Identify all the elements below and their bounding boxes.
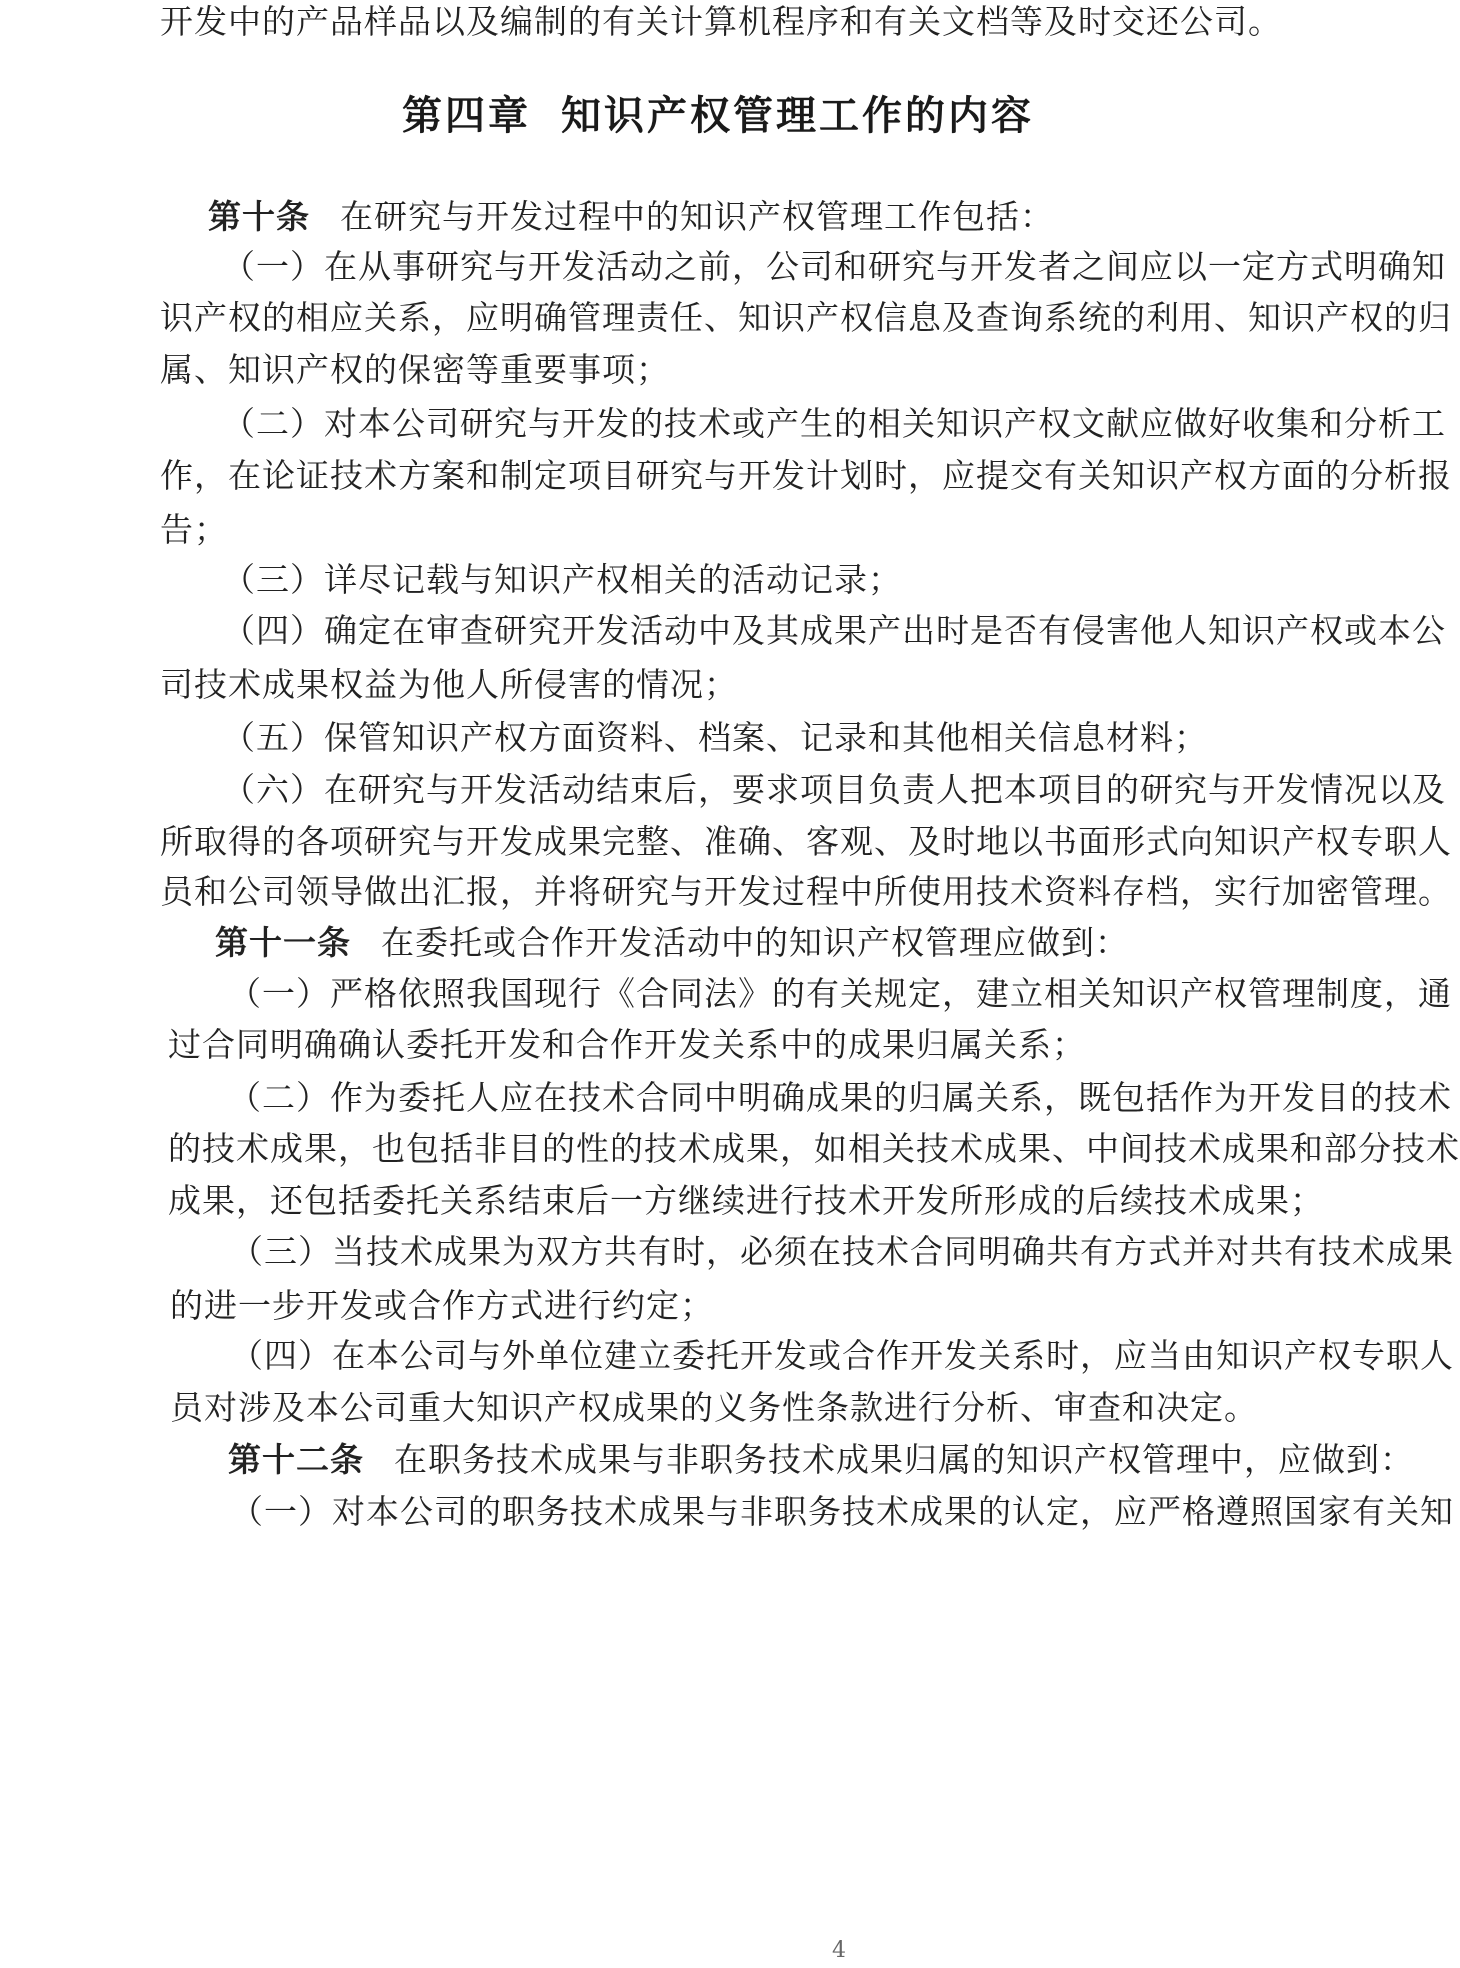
article-10-line: （四）确定在审查研究开发活动中及其成果产出时是否有侵害他人知识产权或本公 — [222, 611, 1446, 650]
article-11-line: 的技术成果，也包括非目的性的技术成果，如相关技术成果、中间技术成果和部分技术 — [168, 1129, 1460, 1168]
article-12-line: （一）对本公司的职务技术成果与非职务技术成果的认定，应严格遵照国家有关知 — [230, 1492, 1454, 1531]
article-10-label: 第十条 — [208, 197, 310, 236]
article-11-heading — [215, 923, 1129, 963]
article-10-line: 识产权的相应关系，应明确管理责任、知识产权信息及查询系统的利用、知识产权的归 — [160, 298, 1452, 337]
page-number: 4 — [832, 1938, 846, 1963]
chapter-title — [402, 92, 1034, 140]
chapter-name: 知识产权管理工作的内容 — [561, 92, 1034, 139]
article-10-line: （五）保管知识产权方面资料、档案、记录和其他相关信息材料； — [222, 718, 1208, 757]
article-11-line: （四）在本公司与外单位建立委托开发或合作开发关系时，应当由知识产权专职人 — [230, 1336, 1454, 1375]
article-10-line: 告； — [160, 510, 228, 549]
article-10-line: 员和公司领导做出汇报，并将研究与开发过程中所使用技术资料存档，实行加密管理。 — [160, 872, 1452, 911]
article-10-line: （六）在研究与开发活动结束后，要求项目负责人把本项目的研究与开发情况以及 — [222, 770, 1446, 809]
article-11-line: 员对涉及本公司重大知识产权成果的义务性条款进行分析、审查和决定。 — [170, 1388, 1258, 1427]
article-10-line: （二）对本公司研究与开发的技术或产生的相关知识产权文献应做好收集和分析工 — [222, 404, 1446, 443]
chapter-number: 第四章 — [402, 92, 531, 139]
article-12-heading — [228, 1440, 1414, 1480]
article-10-line: 属、知识产权的保密等重要事项； — [160, 350, 670, 389]
article-10-line: （三）详尽记载与知识产权相关的活动记录； — [222, 560, 902, 599]
article-11-line: 成果，还包括委托关系结束后一方继续进行技术开发所形成的后续技术成果； — [168, 1181, 1324, 1220]
article-10-heading — [208, 197, 1054, 237]
article-11-line: （二）作为委托人应在技术合同中明确成果的归属关系，既包括作为开发目的技术 — [228, 1078, 1452, 1117]
article-10-line: 司技术成果权益为他人所侵害的情况； — [160, 665, 738, 704]
intro-line: 开发中的产品样品以及编制的有关计算机程序和有关文档等及时交还公司。 — [160, 2, 1282, 41]
article-10-text: 在研究与开发过程中的知识产权管理工作包括： — [340, 197, 1054, 236]
article-10-line: （一）在从事研究与开发活动之前，公司和研究与开发者之间应以一定方式明确知 — [222, 247, 1446, 286]
article-12-text: 在职务技术成果与非职务技术成果归属的知识产权管理中，应做到： — [394, 1440, 1414, 1479]
article-11-line: 的进一步开发或合作方式进行约定； — [170, 1286, 714, 1325]
article-12-label: 第十二条 — [228, 1440, 364, 1479]
article-11-line: （三）当技术成果为双方共有时，必须在技术合同明确共有方式并对共有技术成果 — [230, 1232, 1454, 1271]
article-11-line: （一）严格依照我国现行《合同法》的有关规定，建立相关知识产权管理制度，通 — [228, 974, 1452, 1013]
article-11-label: 第十一条 — [215, 923, 351, 962]
article-11-line: 过合同明确确认委托开发和合作开发关系中的成果归属关系； — [168, 1025, 1086, 1064]
article-11-text: 在委托或合作开发活动中的知识产权管理应做到： — [381, 923, 1129, 962]
article-10-line: 作，在论证技术方案和制定项目研究与开发计划时，应提交有关知识产权方面的分析报 — [160, 456, 1452, 495]
article-10-line: 所取得的各项研究与开发成果完整、准确、客观、及时地以书面形式向知识产权专职人 — [160, 822, 1452, 861]
